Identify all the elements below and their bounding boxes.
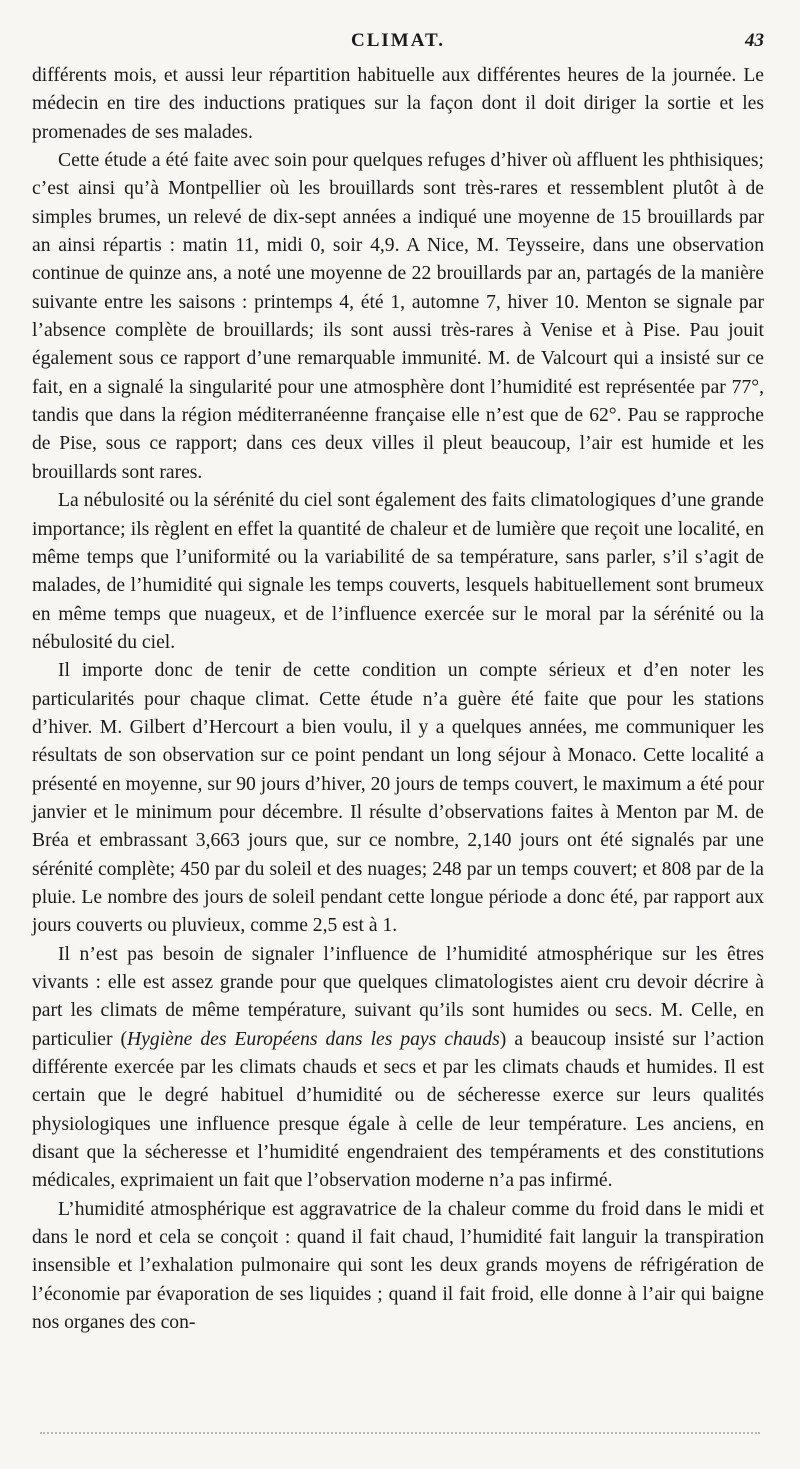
paragraph-text: Il importe donc de tenir de cette condition un compte sérieux et d’en noter les particularités pour chaque climat. Cette étude n’a guère été faite que pour les stations d’hiver. M. Gilbert d’Hercourt a bien voulu, il y a quelques années, me communiquer les résultats de son observation sur ce point pendant un long séjour à Monaco. Cette localité a présenté en moyenne, sur 90 jours d’hiver, 20 jours de temps couvert, le maximum a été pour janvier et le minimum pour décembre. Il résulte d’observations faites à Menton par M. de Bréa et embrassant 3,663 jours que, sur ce nombre, 2,140 jours ont été signalés par une sérénité complète; 450 par du soleil et des nuages; 248 par un temps couvert; et 808 par de la pluie. Le nombre des jours de soleil pendant cette longue période a donc été, par rapport aux jours couverts ou pluvieux, comme 2,5 est à 1. [32,660,764,937]
italic-citation: Hygiène des Européens dans les pays chauds [127,1028,500,1050]
page-number: 43 [745,30,764,51]
paragraph-text: La nébulosité ou la sérénité du ciel sont également des faits climatologiques d’une grande importance; ils règlent en effet la quantité de chaleur et de lumière que reçoit une localité, en même temps que l’uniformité ou la variabilité de sa température, sans parler, s’il s’agit de malades, de l’humidité qui signale les temps couverts, lesquels habituellement sont brumeux en même temps que nuageux, et de l’influence exercée sur le moral par la sérénité ou la nébulosité du ciel. [32,490,764,653]
bottom-rule [40,1432,760,1434]
body-text [32,62,764,1337]
paragraph-text: Il n’est pas besoin de signaler l’influence de l’humidité atmosphérique sur les êtres vivants : elle est assez grande pour que quelques climatologistes aient cru devoir décrire à part les climats de même température, suivant qu’ils sont humides ou secs. M. Celle, en particulier ( [32,943,764,1050]
paragraph-text: ) a beaucoup insisté sur l’action différente exercée par les climats chauds et secs et par les climats chauds et humides. Il est certain que le degré habituel d’humidité ou de sécheresse exerce sur leurs qualités physiologiques une influence presque égale à celle de leur température. Les anciens, en disant que la sécheresse et l’humidité engendraient des tempéraments et des constitutions médicales, exprimaient un fait que l’observation moderne n’a pas infirmé. [32,1028,764,1192]
paragraph [32,147,764,487]
paragraph-text: L’humidité atmosphérique est aggravatrice de la chaleur comme du froid dans le midi et dans le nord et cela se conçoit : quand il fait chaud, l’humidité fait languir la transpiration insensible et l’exhalation pulmonaire qui sont les deux grands moyens de réfrigération de l’économie par évaporation de ses liquides ; quand il fait froid, elle donne à l’air qui baigne nos organes des con- [32,1198,764,1334]
paragraph [32,657,764,940]
paragraph [32,62,764,147]
paragraph [32,941,764,1196]
paragraph-text: différents mois, et aussi leur répartition habituelle aux différentes heures de la journée. Le médecin en tire des inductions pratiques sur la façon dont il doit diriger la sortie et les promenades de ses malades. [32,65,764,143]
paragraph-text: Cette étude a été faite avec soin pour quelques refuges d’hiver où affluent les phthisiques; c’est ainsi qu’à Montpellier où les brouillards sont très-rares et ressemblent plutôt à de simples brumes, un relevé de dix-sept années a indiqué une moyenne de 15 brouillards par an ainsi répartis : matin 11, midi 0, soir 4,9. A Nice, M. Teysseire, dans une observation continue de quinze ans, a noté une moyenne de 22 brouillards par an, partagés de la manière suivante entre les saisons : printemps 4, été 1, automne 7, hiver 10. Menton se signale par l’absence complète de brouillards; ils sont aussi très-rares à Venise et à Pise. Pau jouit également sous ce rapport d’une remarquable immunité. M. de Valcourt qui a insisté sur ce fait, en a signalé la singularité pour une atmosphère dont l’humidité est représentée par 77°, tandis que dans la région méditerranéenne française elle n’est que de 62°. Pau se rapproche de Pise, sous ce rapport; dans ces deux villes il pleut beaucoup, l’air est humide et les brouillards sont rares. [32,150,764,483]
page-header [32,30,764,58]
paragraph [32,1196,764,1338]
running-title: CLIMAT. [350,30,446,51]
paragraph [32,487,764,657]
